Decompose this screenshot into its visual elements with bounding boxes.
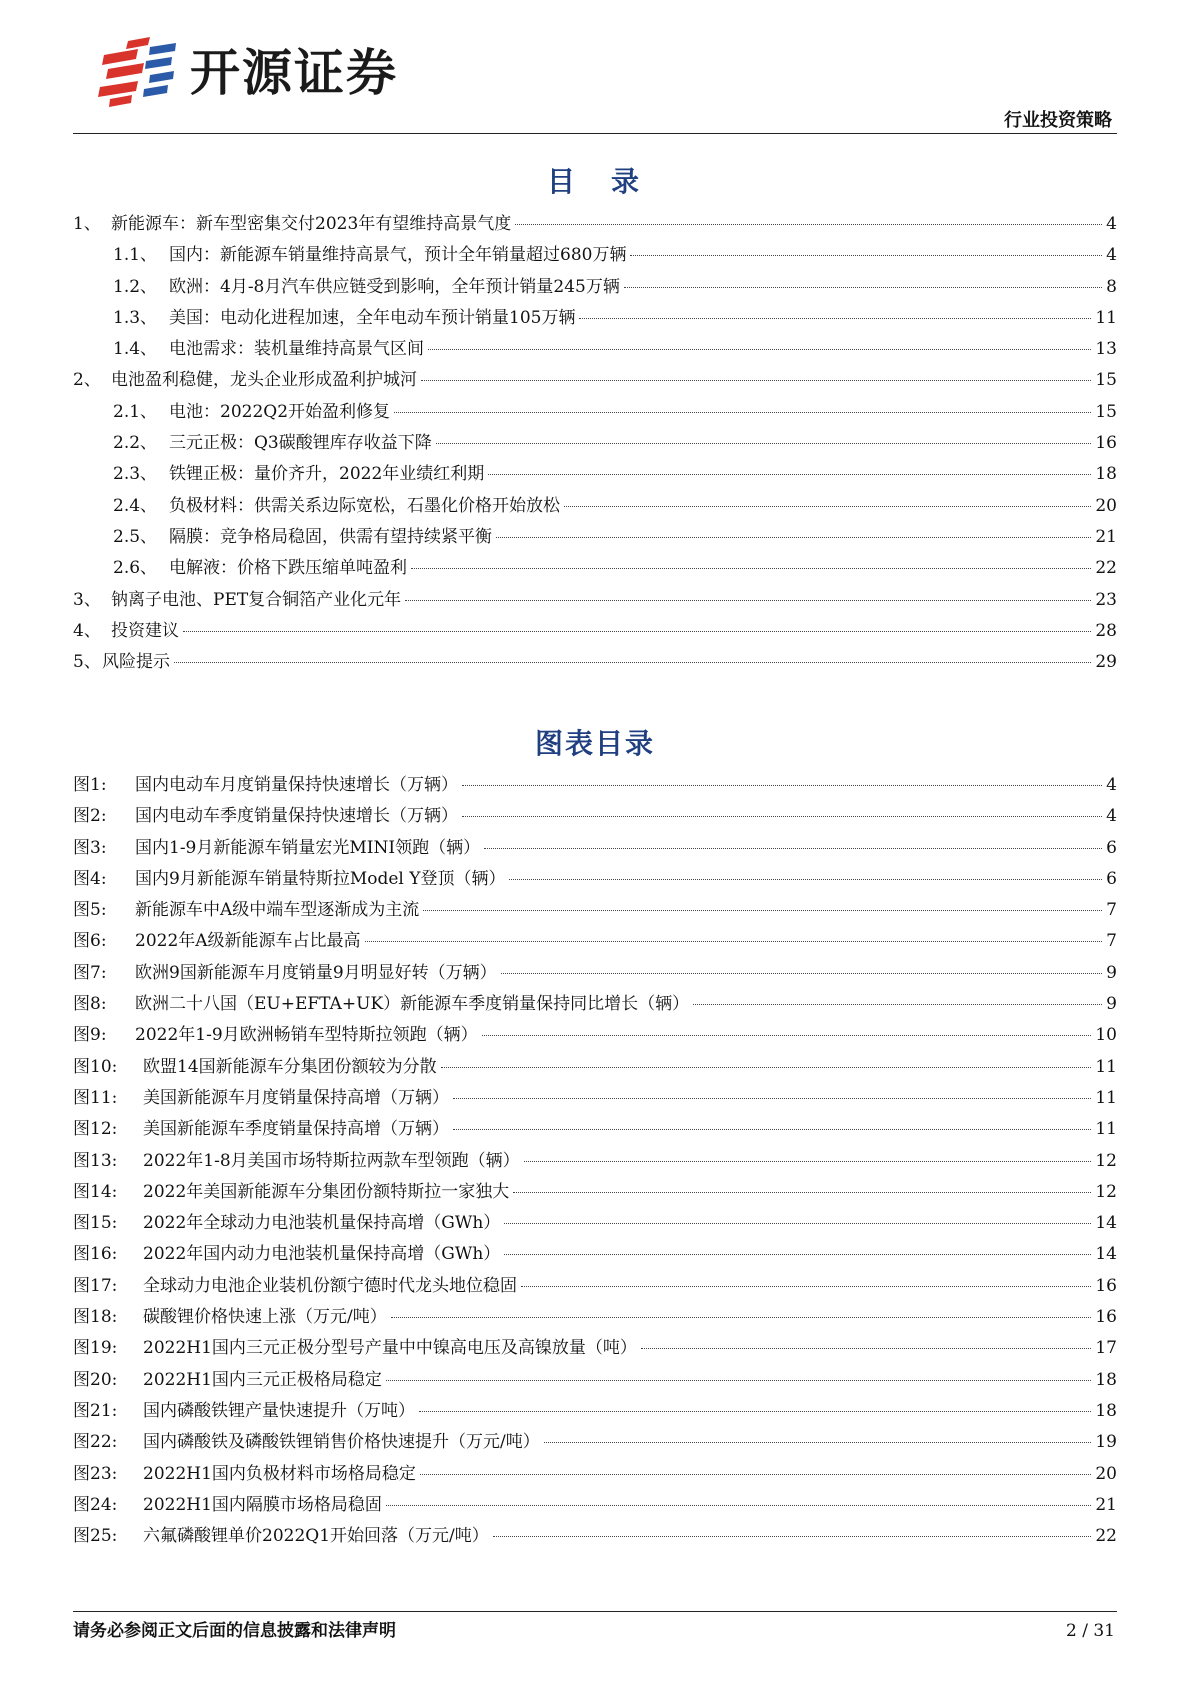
- toc-entry-page: 28: [1095, 620, 1117, 641]
- figure-entry[interactable]: [73, 805, 1117, 836]
- figure-entry[interactable]: [73, 1243, 1117, 1274]
- toc-entry[interactable]: [73, 213, 1117, 244]
- figure-entry[interactable]: [73, 962, 1117, 993]
- figure-entry-page: 19: [1095, 1432, 1117, 1453]
- toc-entry-text[interactable]: 电解液：价格下跌压缩单吨盈利: [169, 558, 407, 579]
- figure-entry-page: 11: [1095, 1056, 1117, 1077]
- toc-entry-number: 1.3、: [113, 307, 158, 328]
- dot-leader: [453, 1129, 1091, 1130]
- dot-leader: [441, 1067, 1092, 1068]
- toc-entry-number: 1.1、: [113, 245, 158, 266]
- dot-leader: [421, 380, 1091, 381]
- toc-entry[interactable]: [73, 307, 1117, 338]
- toc-entry[interactable]: [73, 244, 1117, 275]
- toc-entry-number: 3、: [73, 589, 101, 610]
- figure-entry-number: 图3:: [73, 837, 107, 858]
- toc-entry-page: 29: [1095, 652, 1117, 673]
- figure-entry-text[interactable]: 国内9月新能源车销量特斯拉Model Y登顶（辆）: [135, 868, 506, 889]
- figure-entry-number: 图4:: [73, 868, 107, 889]
- figure-entry-number: 图8:: [73, 994, 107, 1015]
- figure-entry-page: 9: [1106, 994, 1117, 1015]
- figure-entry-number: 图11:: [73, 1087, 118, 1108]
- figure-entry-text[interactable]: 2022年1-8月美国市场特斯拉两款车型领跑（辆）: [143, 1150, 520, 1171]
- toc-entry-text[interactable]: 美国：电动化进程加速，全年电动车预计销量105万辆: [169, 307, 576, 328]
- figure-entry-text[interactable]: 碳酸锂价格快速上涨（万元/吨）: [143, 1307, 387, 1328]
- dot-leader: [564, 506, 1091, 507]
- report-type-label: 行业投资策略: [1004, 110, 1112, 131]
- toc-entry-number: 2.6、: [113, 558, 158, 579]
- figure-entry-number: 图16:: [73, 1244, 118, 1265]
- dot-leader: [183, 631, 1091, 632]
- figure-entry-number: 图7:: [73, 962, 107, 983]
- figure-entry-text[interactable]: 国内磷酸铁及磷酸铁锂销售价格快速提升（万元/吨）: [143, 1432, 540, 1453]
- figure-entry-page: 11: [1095, 1087, 1117, 1108]
- figure-entry-page: 20: [1095, 1463, 1117, 1484]
- dot-leader: [493, 1536, 1092, 1537]
- toc-entry-page: 8: [1106, 276, 1117, 297]
- figure-entry-text[interactable]: 2022年1-9月欧洲畅销车型特斯拉领跑（辆）: [135, 1025, 478, 1046]
- page-header: [0, 0, 1190, 135]
- dot-leader: [579, 318, 1091, 319]
- toc-entry[interactable]: [73, 495, 1117, 526]
- figure-entry-page: 17: [1095, 1338, 1117, 1359]
- figure-entry-text[interactable]: 国内电动车月度销量保持快速增长（万辆）: [135, 775, 458, 795]
- toc-entry-text[interactable]: 投资建议: [111, 620, 179, 641]
- toc-entry-page: 13: [1095, 339, 1117, 360]
- dot-leader: [501, 973, 1103, 974]
- figure-entry-number: 图10:: [73, 1056, 118, 1077]
- figure-entry[interactable]: [73, 930, 1117, 961]
- legal-disclaimer: 请务必参阅正文后面的信息披露和法律声明: [73, 1621, 396, 1641]
- figure-entry[interactable]: [73, 1400, 1117, 1431]
- dot-leader: [509, 879, 1102, 880]
- figure-entry-page: 14: [1095, 1244, 1117, 1265]
- brand-name: 开源证券: [190, 44, 398, 102]
- toc-entry[interactable]: [73, 276, 1117, 307]
- figure-entry[interactable]: [73, 1150, 1117, 1181]
- toc-entry-text[interactable]: 铁锂正极：量价齐升，2022年业绩红利期: [169, 464, 485, 485]
- dot-leader: [386, 1505, 1091, 1506]
- dot-leader: [482, 1035, 1092, 1036]
- dot-leader: [504, 1223, 1091, 1224]
- kaiyuan-logo-icon: [98, 37, 180, 109]
- dot-leader: [423, 910, 1102, 911]
- toc-entry-page: 11: [1095, 307, 1117, 328]
- dot-leader: [428, 349, 1091, 350]
- figure-entry-text[interactable]: 欧洲9国新能源车月度销量9月明显好转（万辆）: [135, 962, 497, 983]
- figure-entry-number: 图19:: [73, 1338, 118, 1359]
- figure-entry[interactable]: [73, 1212, 1117, 1243]
- dot-leader: [515, 224, 1102, 225]
- figure-entry-number: 图22:: [73, 1432, 118, 1453]
- figure-entry[interactable]: [73, 1337, 1117, 1368]
- dot-leader: [504, 1254, 1091, 1255]
- figure-entry-text[interactable]: 美国新能源车季度销量保持高增（万辆）: [143, 1119, 449, 1140]
- figure-entry-number: 图15:: [73, 1213, 118, 1234]
- figure-entry-page: 12: [1095, 1150, 1117, 1171]
- dot-leader: [544, 1442, 1092, 1443]
- toc-entry-number: 1.4、: [113, 339, 158, 360]
- figure-entry[interactable]: [73, 1306, 1117, 1337]
- figure-entry-page: 14: [1095, 1213, 1117, 1234]
- dot-leader: [386, 1380, 1091, 1381]
- figure-entry[interactable]: [73, 1525, 1117, 1556]
- toc-entry-text[interactable]: 钠离子电池、PET复合铜箔产业化元年: [111, 589, 402, 610]
- toc-entry[interactable]: [73, 338, 1117, 369]
- figure-entry-text[interactable]: 2022H1国内负极材料市场格局稳定: [143, 1463, 416, 1484]
- toc-entry-text[interactable]: 国内：新能源车销量维持高景气，预计全年销量超过680万辆: [169, 245, 627, 266]
- dot-leader: [624, 287, 1102, 288]
- toc-entry[interactable]: [73, 651, 1117, 682]
- figure-entry-page: 6: [1106, 837, 1117, 858]
- toc-entry[interactable]: [73, 432, 1117, 463]
- figure-entry-page: 4: [1106, 806, 1117, 827]
- figure-entry[interactable]: [73, 1056, 1117, 1087]
- dot-leader: [394, 412, 1091, 413]
- figure-entry-page: 22: [1095, 1526, 1117, 1547]
- figure-entry[interactable]: [73, 1024, 1117, 1055]
- dot-leader: [462, 816, 1102, 817]
- figure-entry-number: 图14:: [73, 1181, 118, 1202]
- figure-entry-text[interactable]: 美国新能源车月度销量保持高增（万辆）: [143, 1087, 449, 1108]
- dot-leader: [420, 1474, 1091, 1475]
- toc-entry-number: 2.1、: [113, 401, 158, 422]
- toc-entry-page: 4: [1106, 245, 1117, 266]
- figure-entry-number: 图12:: [73, 1119, 118, 1140]
- dot-leader: [365, 941, 1103, 942]
- figure-entry-text[interactable]: 国内磷酸铁锂产量快速提升（万吨）: [143, 1400, 415, 1421]
- figure-entry-text[interactable]: 欧洲二十八国（EU+EFTA+UK）新能源车季度销量保持同比增长（辆）: [135, 994, 690, 1015]
- figure-entry-text[interactable]: 欧盟14国新能源车分集团份额较为分散: [143, 1056, 437, 1077]
- toc-entry-number: 2.3、: [113, 464, 158, 485]
- toc-entry-page: 21: [1095, 526, 1117, 547]
- figure-entry-page: 11: [1095, 1119, 1117, 1140]
- toc-entry-text[interactable]: 三元正极：Q3碳酸锂库存收益下降: [169, 433, 432, 454]
- toc-entry[interactable]: [73, 557, 1117, 588]
- figure-entry-number: 图21:: [73, 1400, 118, 1421]
- dot-leader: [419, 1411, 1091, 1412]
- figure-entry-number: 图23:: [73, 1463, 118, 1484]
- figure-entry-page: 16: [1095, 1275, 1117, 1296]
- toc-entry-text[interactable]: 欧洲：4月-8月汽车供应链受到影响，全年预计销量245万辆: [169, 276, 620, 297]
- toc-entry-text[interactable]: 电池盈利稳健，龙头企业形成盈利护城河: [111, 370, 417, 391]
- figure-entry-text[interactable]: 2022年全球动力电池装机量保持高增（GWh）: [143, 1213, 501, 1234]
- dot-leader: [693, 1004, 1102, 1005]
- figure-entry[interactable]: [73, 1118, 1117, 1149]
- toc-entry-page: 16: [1095, 433, 1117, 454]
- figure-entry-number: 图17:: [73, 1275, 118, 1296]
- toc-entry-text[interactable]: 负极材料：供需关系边际宽松，石墨化价格开始放松: [169, 495, 560, 516]
- toc-entry-page: 4: [1106, 214, 1117, 234]
- figure-entry-page: 7: [1106, 900, 1117, 921]
- figure-entry-text[interactable]: 2022H1国内隔膜市场格局稳固: [143, 1494, 382, 1515]
- toc-entry-text[interactable]: 新能源车：新车型密集交付2023年有望维持高景气度: [111, 214, 512, 234]
- figure-entry[interactable]: [73, 1494, 1117, 1525]
- figure-entry[interactable]: [73, 1463, 1117, 1494]
- figure-entry-text[interactable]: 2022年A级新能源车占比最高: [135, 931, 361, 952]
- figure-entry-text[interactable]: 2022年国内动力电池装机量保持高增（GWh）: [143, 1244, 501, 1265]
- figure-entry-number: 图25:: [73, 1526, 118, 1547]
- toc-entry[interactable]: [73, 589, 1117, 620]
- figure-entry-text[interactable]: 2022H1国内三元正极格局稳定: [143, 1369, 382, 1390]
- figure-entry[interactable]: [73, 1181, 1117, 1212]
- figure-entry-number: 图20:: [73, 1369, 118, 1390]
- toc-entry-page: 20: [1095, 495, 1117, 516]
- dot-leader: [513, 1192, 1091, 1193]
- figure-entry[interactable]: [73, 1369, 1117, 1400]
- dot-leader: [453, 1098, 1091, 1099]
- figure-entry-number: 图5:: [73, 900, 107, 921]
- toc-entry-number: 5、: [73, 652, 101, 673]
- figure-entry-text[interactable]: 国内1-9月新能源车销量宏光MINI领跑（辆）: [135, 837, 481, 858]
- figure-entry-number: 图24:: [73, 1494, 118, 1515]
- toc-title: 目 录: [546, 165, 643, 198]
- figure-entry-text[interactable]: 2022年美国新能源车分集团份额特斯拉一家独大: [143, 1181, 510, 1202]
- toc-entry-page: 23: [1095, 589, 1117, 610]
- figure-entry[interactable]: [73, 1275, 1117, 1306]
- toc-entry-text[interactable]: 风险提示: [102, 652, 170, 673]
- figure-entry-page: 7: [1106, 931, 1117, 952]
- figure-entry-number: 图1:: [73, 775, 107, 795]
- figure-entry-page: 18: [1095, 1400, 1117, 1421]
- toc-list: [73, 213, 1117, 682]
- toc-entry-text[interactable]: 隔膜：竞争格局稳固，供需有望持续紧平衡: [169, 526, 492, 547]
- figure-entry-text[interactable]: 全球动力电池企业装机份额宁德时代龙头地位稳固: [143, 1275, 517, 1296]
- figure-list-title: 图表目录: [534, 727, 655, 760]
- figure-entry-page: 4: [1106, 775, 1117, 795]
- header-divider: [73, 133, 1117, 134]
- figure-entry[interactable]: [73, 1431, 1117, 1462]
- figure-entry-page: 6: [1106, 868, 1117, 889]
- figure-entry-page: 9: [1106, 962, 1117, 983]
- dot-leader: [641, 1348, 1091, 1349]
- footer-divider: [73, 1611, 1117, 1612]
- toc-entry[interactable]: [73, 401, 1117, 432]
- dot-leader: [436, 443, 1092, 444]
- dot-leader: [411, 568, 1091, 569]
- dot-leader: [405, 600, 1091, 601]
- figure-entry[interactable]: [73, 899, 1117, 930]
- figure-entry-number: 图2:: [73, 806, 107, 827]
- figure-entry[interactable]: [73, 868, 1117, 899]
- figure-entry-text[interactable]: 六氟磷酸锂单价2022Q1开始回落（万元/吨）: [143, 1526, 489, 1547]
- dot-leader: [488, 474, 1091, 475]
- dot-leader: [462, 785, 1102, 786]
- figure-list: [73, 774, 1117, 1556]
- toc-entry-page: 15: [1095, 401, 1117, 422]
- dot-leader: [174, 662, 1091, 663]
- toc-entry-number: 2.5、: [113, 526, 158, 547]
- figure-entry-text[interactable]: 新能源车中A级中端车型逐渐成为主流: [135, 900, 420, 921]
- figure-entry-text[interactable]: 2022H1国内三元正极分型号产量中中镍高电压及高镍放量（吨）: [143, 1338, 637, 1359]
- page-number: 2 / 31: [1066, 1621, 1115, 1641]
- dot-leader: [496, 537, 1091, 538]
- figure-entry-number: 图6:: [73, 931, 107, 952]
- figure-entry-page: 21: [1095, 1494, 1117, 1515]
- figure-entry[interactable]: [73, 774, 1117, 805]
- figure-entry-page: 10: [1095, 1025, 1117, 1046]
- figure-entry-number: 图13:: [73, 1150, 118, 1171]
- toc-entry[interactable]: [73, 369, 1117, 400]
- figure-entry-page: 16: [1095, 1307, 1117, 1328]
- toc-entry-number: 2.2、: [113, 433, 158, 454]
- figure-entry-page: 12: [1095, 1181, 1117, 1202]
- toc-entry-number: 1.2、: [113, 276, 158, 297]
- toc-entry-text[interactable]: 电池：2022Q2开始盈利修复: [169, 401, 391, 422]
- dot-leader: [391, 1317, 1092, 1318]
- dot-leader: [484, 848, 1102, 849]
- figure-entry-text[interactable]: 国内电动车季度销量保持快速增长（万辆）: [135, 806, 458, 827]
- toc-entry-page: 15: [1095, 370, 1117, 391]
- dot-leader: [630, 255, 1102, 256]
- toc-entry-number: 2.4、: [113, 495, 158, 516]
- toc-entry-page: 22: [1095, 558, 1117, 579]
- figure-entry-number: 图18:: [73, 1307, 118, 1328]
- figure-entry[interactable]: [73, 993, 1117, 1024]
- toc-entry-number: 2、: [73, 370, 101, 391]
- figure-entry-page: 18: [1095, 1369, 1117, 1390]
- toc-entry-number: 1、: [73, 214, 101, 234]
- brand-logo: [98, 38, 398, 108]
- toc-entry-text[interactable]: 电池需求：装机量维持高景气区间: [169, 339, 424, 360]
- figure-entry-number: 图9:: [73, 1025, 107, 1046]
- figure-entry[interactable]: [73, 1087, 1117, 1118]
- toc-entry[interactable]: [73, 526, 1117, 557]
- figure-entry[interactable]: [73, 837, 1117, 868]
- dot-leader: [524, 1161, 1092, 1162]
- toc-entry-page: 18: [1095, 464, 1117, 485]
- dot-leader: [521, 1286, 1091, 1287]
- toc-entry-number: 4、: [73, 620, 101, 641]
- toc-entry[interactable]: [73, 463, 1117, 494]
- toc-entry[interactable]: [73, 620, 1117, 651]
